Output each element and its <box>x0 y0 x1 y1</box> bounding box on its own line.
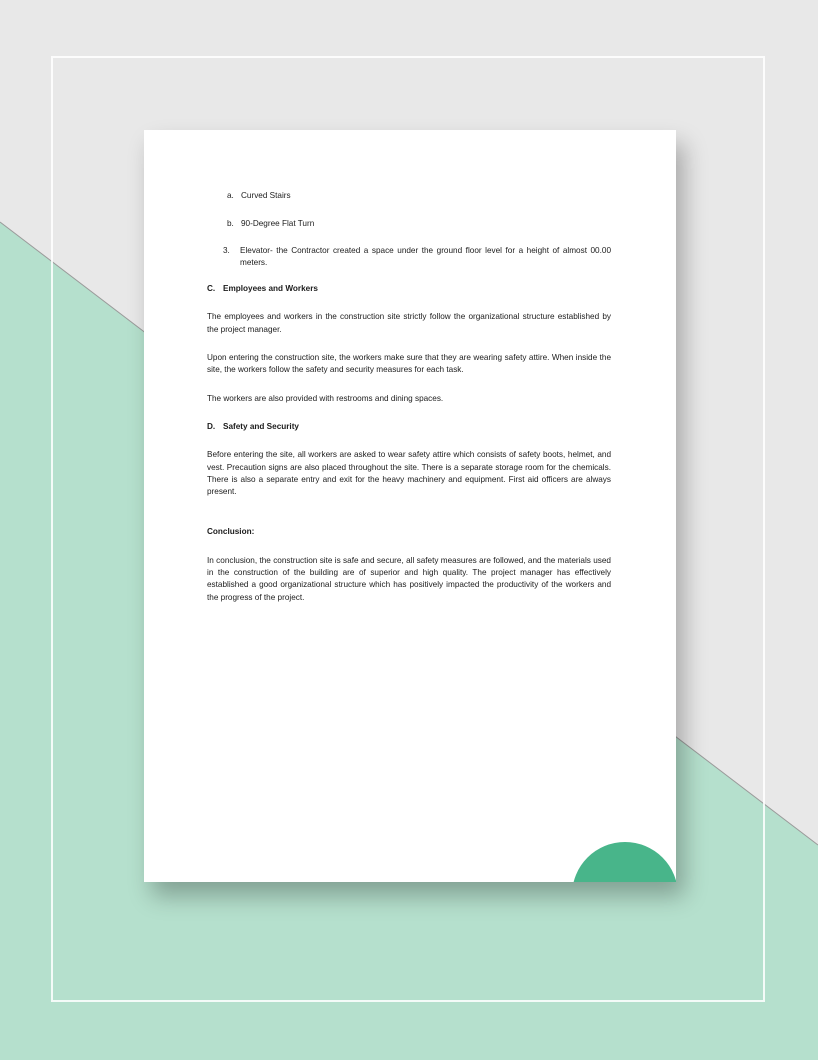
list-item-a <box>207 190 611 202</box>
section-heading-text: Employees and Workers <box>223 284 318 294</box>
paragraph: The employees and workers in the construction site strictly follow the organizational structure established by the project manager. <box>207 312 611 334</box>
list-item-b <box>207 218 611 230</box>
list-marker: b. <box>227 219 234 229</box>
list-marker: a. <box>227 191 234 200</box>
list-item-text: Elevator- the Contractor created a space under the ground floor level for a height of almost 00.00 meters. <box>240 245 611 267</box>
list-marker: 3. <box>223 245 230 255</box>
document-page <box>144 130 676 882</box>
document-content <box>207 190 611 604</box>
conclusion-paragraph: In conclusion, the construction site is safe and secure, all safety measures are followed, and the materials used in the construction of the building are of superior and high quality. The project manager has effectively established a good organizational structure which has positively impacted the productivity of the workers and the progress of the project. <box>207 555 611 602</box>
list-item-text: Curved Stairs <box>241 191 291 200</box>
section-marker: D. <box>207 421 216 431</box>
section-heading-c <box>207 283 611 295</box>
paragraph: The workers are also provided with restrooms and dining spaces. <box>207 393 444 403</box>
paragraph: Before entering the site, all workers are asked to wear safety attire which consists of safety boots, helmet, and vest. Precaution signs are also placed throughout the site. There is a separate storage room for the chemicals. There is also a separate entry and exit for the heavy machinery and equipment. First aid officers are always present. <box>207 450 611 497</box>
conclusion-heading: Conclusion: <box>207 527 255 537</box>
list-item-text: 90-Degree Flat Turn <box>241 219 315 229</box>
section-heading-text: Safety and Security <box>223 421 299 431</box>
section-heading-d <box>207 421 611 433</box>
paragraph: Upon entering the construction site, the workers make sure that they are wearing safety attire. When inside the site, the workers follow the safety and security measures for each task. <box>207 353 611 375</box>
list-item-3 <box>207 245 611 270</box>
section-marker: C. <box>207 284 216 294</box>
decorative-circle <box>572 842 676 882</box>
